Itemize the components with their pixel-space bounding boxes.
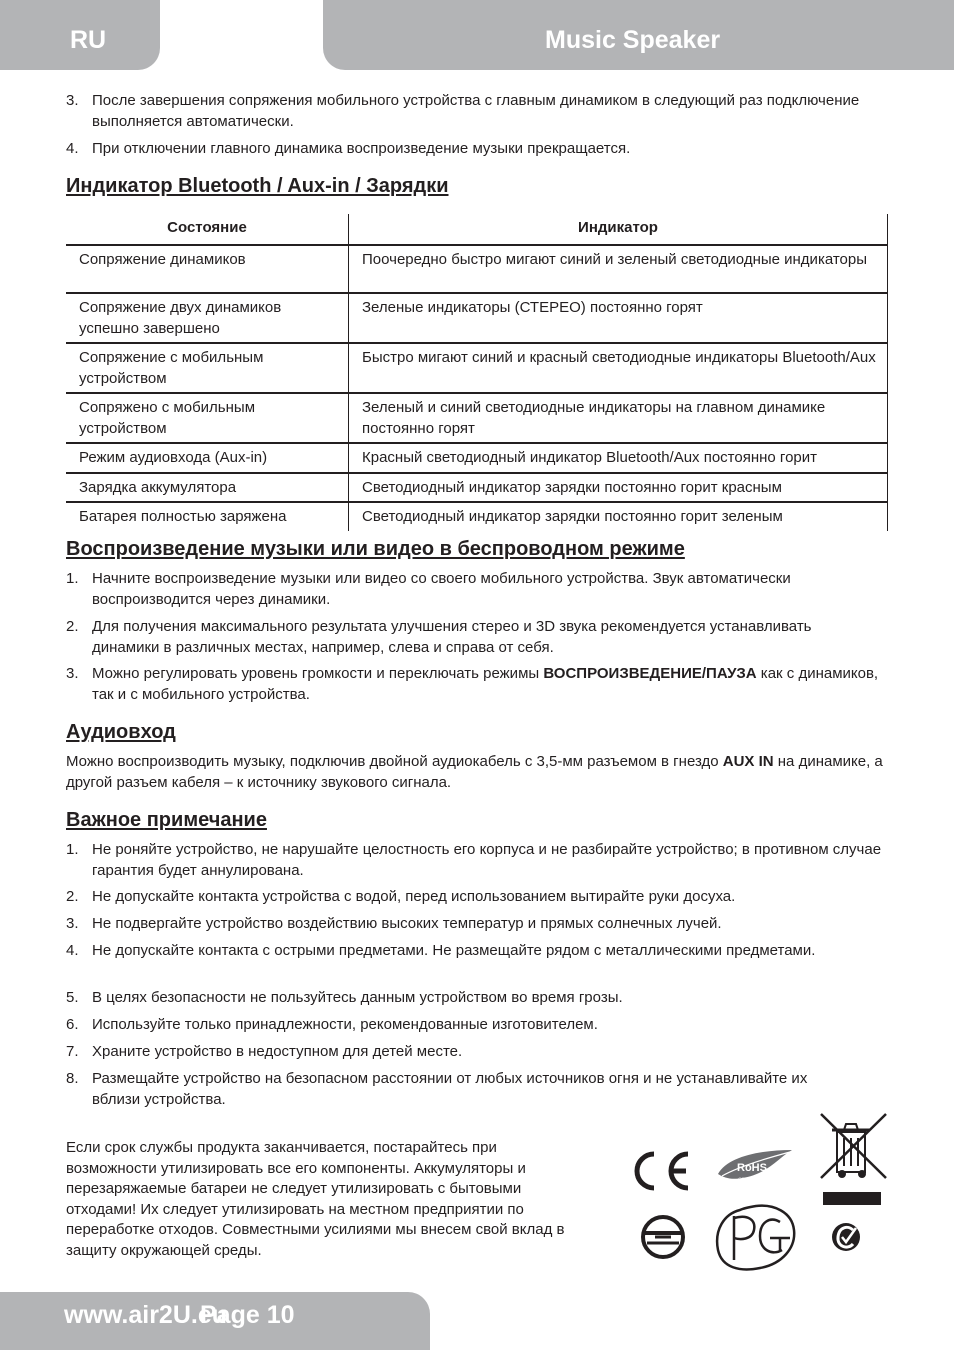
list-number: 2. [66, 888, 79, 905]
footer-site[interactable]: www.air2U.eu [64, 1301, 228, 1329]
list-item: Используйте только принадлежности, рекомендованные изготовителем. [92, 1016, 598, 1033]
state-cell: Зарядка аккумулятора [66, 473, 349, 503]
list-number: 4. [66, 140, 79, 157]
audio-in-paragraph [66, 752, 888, 793]
indicator-cell: Светодиодный индикатор зарядки постоянно горит красным [349, 473, 888, 503]
list-number: 6. [66, 1016, 79, 1033]
list-item-text: как с динамиков, так и с мобильного устройства. [92, 665, 879, 703]
state-cell: Сопряжение динамиков [66, 245, 349, 293]
state-cell: Режим аудиовхода (Aux-in) [66, 443, 349, 473]
list-item [92, 664, 892, 705]
indicator-cell: Поочередно быстро мигают синий и зеленый светодиодные индикаторы [349, 245, 888, 293]
list-number: 3. [66, 665, 79, 682]
table-row [66, 245, 888, 293]
state-cell: Сопряжение двух динамиков успешно завершено [66, 293, 349, 343]
list-number: 1. [66, 841, 79, 858]
paragraph-text: Можно воспроизводить музыку, подключив двойной аудиокабель с 3,5-мм разъемом в гнездо [66, 753, 723, 770]
table-row [66, 343, 888, 393]
header-title: Music Speaker [545, 26, 721, 54]
column-header-state: Состояние [66, 214, 349, 245]
weee-bin-icon [821, 1114, 886, 1205]
indicator-cell: Красный светодиодный индикатор Bluetooth/Aux постоянно горит [349, 443, 888, 473]
list-number: 4. [66, 942, 79, 959]
state-cell: Сопряжено с мобильным устройством [66, 393, 349, 443]
list-number: 3. [66, 915, 79, 932]
table-row [66, 443, 888, 473]
list-item: Начните воспроизведение музыки или видео со своего мобильного устройства. Звук автоматически воспроизводится через динамики. [92, 570, 791, 608]
rohs-label: RoHS [737, 1162, 767, 1174]
footer-tab [0, 1292, 430, 1350]
indicator-cell: Зеленые индикаторы (СТЕРЕО) постоянно горят [349, 293, 888, 343]
paragraph-bold: AUX IN [722, 753, 774, 770]
c-tick-icon [832, 1223, 860, 1251]
table-row [66, 502, 888, 531]
disposal-paragraph: Если срок службы продукта заканчивается, постарайтесь при возможности утилизировать все его компоненты. Аккумуляторы и перезаряжаемые батареи не следует утилизировать с бытовыми отходами! Их следует утилизировать на местном предприятии по переработке отходов. Совместными усилиями мы внесем свой вклад в защиту окружающей среды. [66, 1139, 565, 1259]
rohs-icon [718, 1150, 792, 1181]
certification-logos [620, 1110, 900, 1280]
state-cell: Батарея полностью заряжена [66, 502, 349, 531]
list-number: 8. [66, 1070, 79, 1087]
rohs-sublabel: COMPLIANT [738, 1176, 762, 1181]
list-item-bold: ВОСПРОИЗВЕДЕНИЕ/ПАУЗА [543, 665, 757, 682]
table-row [66, 473, 888, 503]
table-row [66, 393, 888, 443]
wireless-heading: Воспроизведение музыки или видео в беспроводном режиме [66, 538, 685, 560]
list-number: 1. [66, 570, 79, 587]
indicator-cell: Светодиодный индикатор зарядки постоянно горит зеленым [349, 502, 888, 531]
language-tab [0, 0, 160, 70]
list-number: 2. [66, 618, 79, 635]
list-item: Храните устройство в недоступном для детей месте. [92, 1043, 463, 1060]
table-header-row [66, 214, 888, 245]
list-item: Не допускайте контакта устройства с водой, перед использованием вытирайте руки досуха. [92, 888, 736, 905]
list-item: Не роняйте устройство, не нарушайте целостность его корпуса и не разбирайте устройство; в противном случае гарантия будет аннулирована. [92, 841, 882, 879]
list-item: После завершения сопряжения мобильного устройства с главным динамиком в следующий раз подключение выполняется автоматически. [92, 92, 860, 130]
column-header-indicator: Индикатор [349, 214, 888, 245]
list-item: Для получения максимального результата улучшения стерео и 3D звука рекомендуется устанавливать динамики в различных местах, например, слева и справа от себя. [92, 618, 812, 656]
pct-mark-icon [717, 1206, 794, 1270]
audio-in-heading: Аудиовход [66, 721, 176, 743]
list-item: В целях безопасности не пользуйтесь данным устройством во время грозы. [92, 989, 623, 1006]
eac-circle-icon [643, 1217, 683, 1257]
table-row [66, 293, 888, 343]
indicator-table [66, 214, 888, 531]
language-label: RU [70, 26, 107, 54]
indicator-cell: Зеленый и синий светодиодные индикаторы на главном динамике постоянно горят [349, 393, 888, 443]
list-number: 3. [66, 92, 79, 109]
list-item: При отключении главного динамика воспроизведение музыки прекращается. [92, 140, 631, 157]
state-cell: Сопряжение с мобильным устройством [66, 343, 349, 393]
list-number: 5. [66, 989, 79, 1006]
list-item-text: Можно регулировать уровень громкости и переключать режимы [92, 665, 544, 682]
important-heading: Важное примечание [66, 809, 267, 831]
list-item: Не подвергайте устройство воздействию высоких температур и прямых солнечных лучей. [92, 915, 722, 932]
list-number: 7. [66, 1043, 79, 1060]
list-item: Размещайте устройство на безопасном расстоянии от любых источников огня и не устанавливайте их вблизи устройства. [92, 1070, 808, 1108]
list-item: Не допускайте контакта с острыми предметами. Не размещайте рядом с металлическими предметами. [92, 942, 816, 959]
footer-page: Page 10 [200, 1301, 295, 1329]
indicator-cell: Быстро мигают синий и красный светодиодные индикаторы Bluetooth/Aux [349, 343, 888, 393]
indicator-heading: Индикатор Bluetooth / Aux-in / Зарядки [66, 175, 449, 197]
header-title-tab [323, 0, 954, 70]
ce-mark-icon [637, 1154, 688, 1188]
paragraph-text: на динамике, а другой разъем кабеля – к источнику звукового сигнала. [66, 753, 883, 791]
